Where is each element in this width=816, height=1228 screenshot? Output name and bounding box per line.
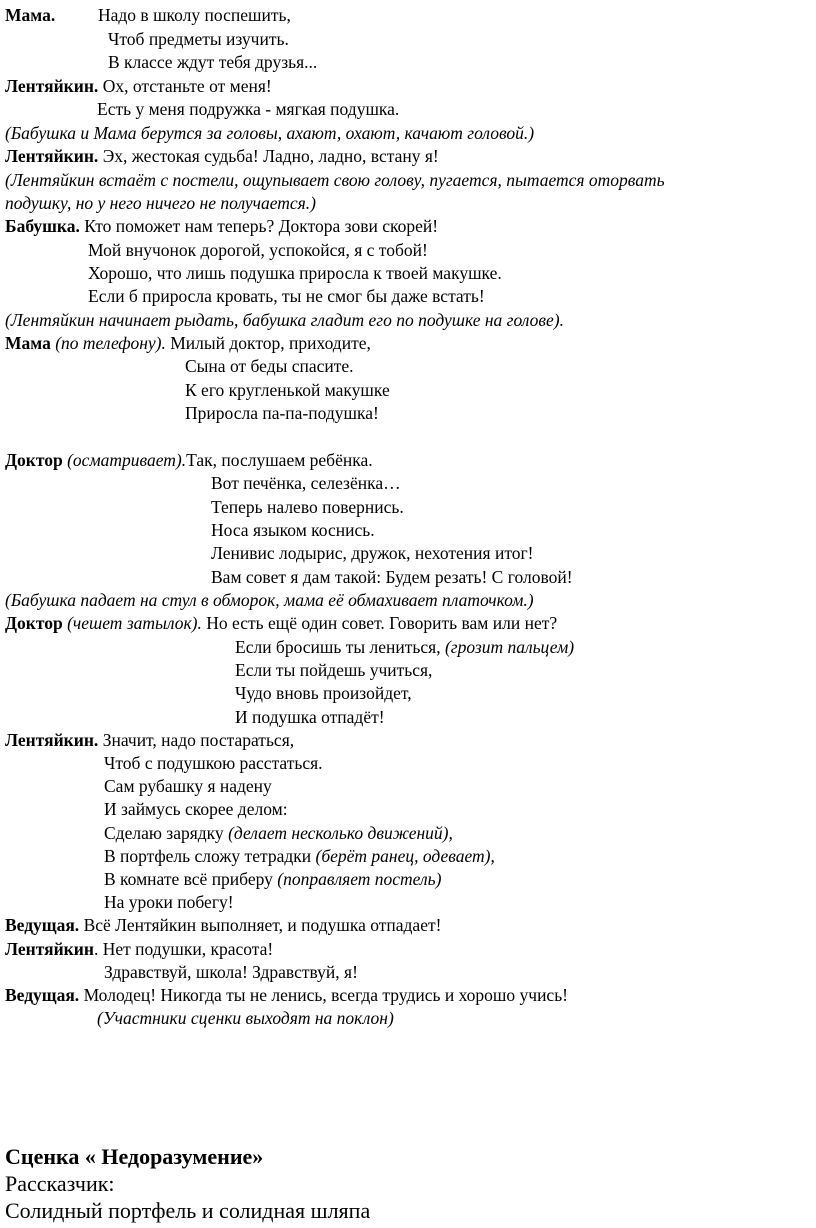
stage-direction: (Бабушка падает на стул в обморок, мама её обмахивает платочком.) <box>5 590 534 610</box>
line-text: Надо в школу поспешить, <box>98 5 291 25</box>
script-line <box>5 984 568 1007</box>
script-line <box>5 145 439 168</box>
stage-direction: подушку, но у него ничего не получается.) <box>5 193 316 213</box>
script-line: Мой внучонок дорогой, успокойся, я с тобой! <box>88 240 428 260</box>
stage-direction: (Бабушка и Мама берутся за головы, ахают, охают, качают головой.) <box>5 123 535 143</box>
stage-direction: (делает несколько движений), <box>228 823 453 843</box>
script-line: На уроки побегу! <box>104 892 234 912</box>
line-text: Ох, отстаньте от меня! <box>98 76 272 96</box>
speaker-name: Бабушка. <box>5 216 80 236</box>
stage-direction: (грозит пальцем) <box>444 637 575 657</box>
script-line: И займусь скорее делом: <box>104 799 288 819</box>
line-text: Милый доктор, приходите, <box>165 333 371 353</box>
script-line <box>235 636 574 659</box>
script-line: Солидный портфель и солидная шляпа <box>5 1198 371 1223</box>
line-text: В комнате всё приберу <box>104 869 278 889</box>
script-line: Чтоб с подушкою расстаться. <box>104 753 323 773</box>
line-text: Молодец! Никогда ты не ленись, всегда трудись и хорошо учись! <box>79 985 569 1005</box>
script-line: Чтоб предметы изучить. <box>108 29 289 49</box>
script-line <box>5 938 273 961</box>
speaker-name: Мама. <box>5 5 56 25</box>
script-line <box>5 612 557 635</box>
line-text: Кто поможет нам теперь? Доктора зови скорей! <box>79 216 439 236</box>
script-line: Вот печёнка, селезёнка… <box>211 473 401 493</box>
script-line: Приросла па-па-подушка! <box>185 403 379 423</box>
stage-direction: (Участники сценки выходят на поклон) <box>97 1008 394 1028</box>
script-line: Здравствуй, школа! Здравствуй, я! <box>104 962 358 982</box>
speaker-name: Лентяйкин. <box>5 730 99 750</box>
stage-direction: (осматривает). <box>62 450 187 470</box>
speaker-name: Лентяйкин <box>5 939 94 959</box>
speaker-name: Ведущая. <box>5 985 80 1005</box>
script-line <box>5 729 294 752</box>
script-line: Хорошо, что лишь подушка приросла к твоей макушке. <box>88 263 502 283</box>
script-line: И подушка отпадёт! <box>235 707 385 727</box>
line-text: Всё Лентяйкин выполняет, и подушка отпадает! <box>79 915 442 935</box>
speaker-name: Ведущая. <box>5 915 80 935</box>
script-line <box>5 215 438 238</box>
line-text: Если бросишь ты лениться, <box>235 637 445 657</box>
stage-direction: (поправляет постель) <box>277 869 442 889</box>
line-text: Так, послушаем ребёнка. <box>186 450 373 470</box>
speaker-name: Доктор <box>5 613 63 633</box>
stage-direction: (берёт ранец, одевает), <box>315 846 495 866</box>
narrator-label: Рассказчик: <box>5 1171 115 1196</box>
script-line <box>5 914 441 937</box>
stage-direction: (по телефону). <box>50 333 166 353</box>
script-line: Сам рубашку я надену <box>104 776 272 796</box>
line-text: Значит, надо постараться, <box>98 730 295 750</box>
script-line: Теперь налево повернись. <box>211 497 404 517</box>
script-line: В классе ждут тебя друзья... <box>108 52 318 72</box>
line-text: Эх, жестокая судьба! Ладно, ладно, встану я! <box>98 146 439 166</box>
script-line: Чудо вновь произойдет, <box>235 683 412 703</box>
script-line <box>104 822 453 845</box>
speaker-name: Доктор <box>5 450 63 470</box>
scene-title: Сценка « Недоразумение» <box>5 1144 264 1169</box>
script-line: К его кругленькой макушке <box>185 380 390 400</box>
line-text: . Нет подушки, красота! <box>93 939 274 959</box>
speaker-name: Лентяйкин. <box>5 146 99 166</box>
script-line: Носа языком коснись. <box>211 520 375 540</box>
stage-direction: (чешет затылок). <box>62 613 202 633</box>
script-line <box>5 332 371 355</box>
script-line <box>5 4 291 27</box>
script-line <box>5 75 272 98</box>
line-text: Сделаю зарядку <box>104 823 229 843</box>
line-text: В портфель сложу тетрадки <box>104 846 316 866</box>
script-line: Если б приросла кровать, ты не смог бы даже встать! <box>88 286 485 306</box>
script-line <box>5 449 373 472</box>
stage-direction: (Лентяйкин начинает рыдать, бабушка гладит его по подушке на голове). <box>5 310 564 330</box>
script-line <box>104 845 495 868</box>
script-line: Если ты пойдешь учиться, <box>235 660 433 680</box>
script-line: Ленивис лодырис, дружок, нехотения итог! <box>211 543 534 563</box>
script-line: Есть у меня подружка - мягкая подушка. <box>97 99 400 119</box>
stage-direction: (Лентяйкин встаёт с постели, ощупывает свою голову, пугается, пытается оторвать <box>5 170 665 190</box>
script-line <box>104 868 441 891</box>
script-line: Вам совет я дам такой: Будем резать! С головой! <box>211 567 573 587</box>
speaker-name: Лентяйкин. <box>5 76 99 96</box>
script-line: Сына от беды спасите. <box>185 356 354 376</box>
line-text: Но есть ещё один совет. Говорить вам или нет? <box>201 613 558 633</box>
speaker-name: Мама <box>5 333 51 353</box>
